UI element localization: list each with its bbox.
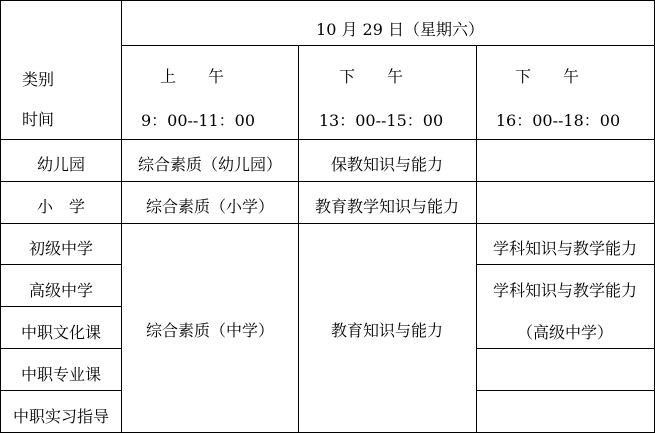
session-2-time: 13：00--15：00 <box>318 111 444 130</box>
category-label: 类别 <box>22 70 55 89</box>
category-primary: 小 学 <box>36 197 86 216</box>
cell-senior-session-3-note: （高级中学） <box>516 323 614 342</box>
category-junior-high: 初级中学 <box>28 239 94 258</box>
cell-senior-session-3: 学科知识与教学能力 <box>492 281 638 300</box>
cell-primary-session-1: 综合素质（小学） <box>145 197 275 216</box>
row-divider <box>0 306 121 307</box>
exam-date: 10 月 29 日（星期六） <box>316 20 484 39</box>
row-divider <box>0 348 121 349</box>
cell-kindergarten-session-2: 保教知识与能力 <box>330 155 444 174</box>
table-border-top <box>0 0 655 1</box>
header-row-divider <box>0 139 655 140</box>
row-divider <box>476 264 655 265</box>
date-row-divider <box>121 45 655 46</box>
category-senior-high: 高级中学 <box>28 281 94 300</box>
session-1-time: 9：00--11：00 <box>140 111 256 130</box>
row-divider <box>0 223 655 224</box>
cell-secondary-session-2: 教育知识与能力 <box>330 321 444 340</box>
row-divider <box>0 390 121 391</box>
cell-primary-session-2: 教育教学知识与能力 <box>314 197 460 216</box>
cell-kindergarten-session-1: 综合素质（幼儿园） <box>137 155 283 174</box>
cell-junior-session-3: 学科知识与教学能力 <box>492 239 638 258</box>
category-kindergarten: 幼儿园 <box>36 155 86 174</box>
category-vocational-internship: 中职实习指导 <box>12 407 110 426</box>
table-border-bottom <box>0 432 655 433</box>
session-2-period: 下 午 <box>338 67 404 86</box>
cell-secondary-session-1: 综合素质（中学） <box>145 321 275 340</box>
category-vocational-culture: 中职文化课 <box>20 323 102 342</box>
table-border-left <box>0 0 1 433</box>
session-1-period: 上 午 <box>159 67 225 86</box>
column-divider <box>121 0 122 433</box>
session-3-time: 16：00--18：00 <box>495 111 621 130</box>
row-divider <box>0 181 655 182</box>
session-3-period: 下 午 <box>514 67 580 86</box>
row-divider <box>476 390 655 391</box>
column-divider <box>298 45 299 433</box>
category-vocational-professional: 中职专业课 <box>20 365 102 384</box>
column-divider <box>476 45 477 433</box>
row-divider <box>476 348 655 349</box>
row-divider <box>0 264 121 265</box>
time-label: 时间 <box>22 110 55 129</box>
